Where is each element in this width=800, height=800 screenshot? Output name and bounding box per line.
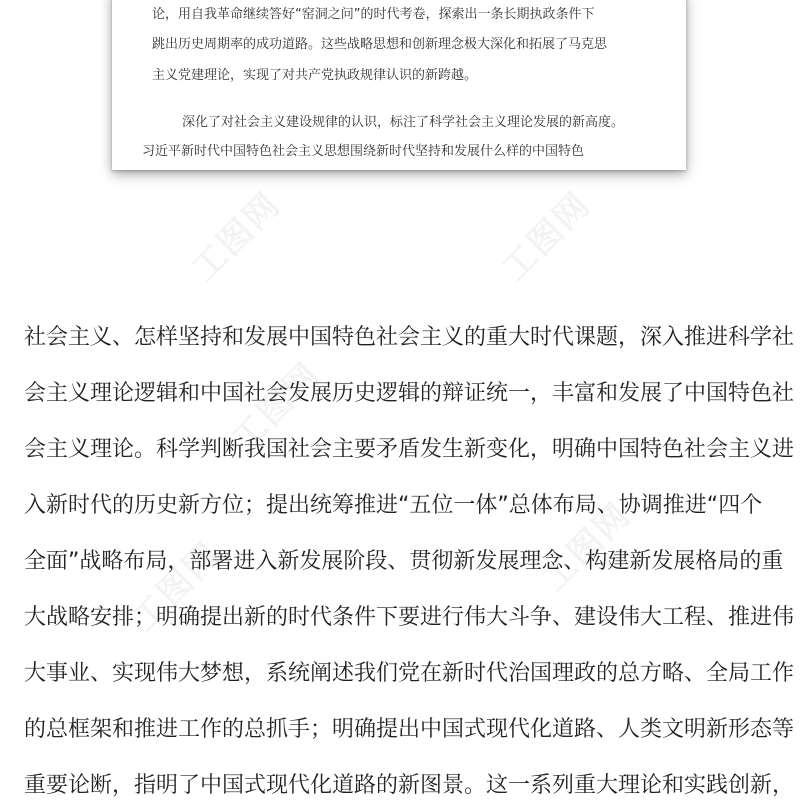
watermark: 工图网: [534, 494, 639, 600]
body-paragraph: [24, 324, 795, 800]
body-text-line: 重要论断，指明了中国式现代化道路的新图景。这一系列重大理论和实践创新，: [24, 773, 795, 798]
watermark: 工图网: [184, 184, 289, 290]
card-text-line: 主义党建理论，实现了对共产党执政规律认识的新跨越。: [152, 68, 478, 83]
body-text-line: 会主义理论逻辑和中国社会发展历史逻辑的辩证统一，丰富和发展了中国特色社: [24, 381, 795, 406]
card-text-line: 论，用自我革命继续答好“窑洞之问”的时代考卷，探索出一条长期执政条件下: [152, 7, 595, 22]
body-text-line: 会主义理论。科学判断我国社会主要矛盾发生新变化，明确中国特色社会主义进: [24, 437, 795, 462]
body-text-line: 大事业、实现伟大梦想，系统阐述我们党在新时代治国理政的总方略、全局工作: [24, 661, 795, 686]
watermark: 工图网: [124, 534, 229, 640]
body-text-line: 的总框架和推进工作的总抓手；明确提出中国式现代化道路、人类文明新形态等: [24, 717, 795, 742]
watermark: 工图网: [494, 184, 599, 290]
card-text-line: 深化了对社会主义建设规律的认识，标注了科学社会主义理论发展的新高度。: [182, 115, 625, 130]
card-text-line: 习近平新时代中国特色社会主义思想围绕新时代坚持和发展什么样的中国特色: [142, 144, 585, 159]
card-text-line: 跳出历史周期率的成功道路。这些战略思想和创新理念极大深化和拓展了马克思: [152, 37, 608, 52]
body-text-line: 全面”战略布局，部署进入新发展阶段、贯彻新发展理念、构建新发展格局的重: [24, 549, 784, 574]
body-text-line: 社会主义、怎样坚持和发展中国特色社会主义的重大时代课题，深入推进科学社: [24, 325, 795, 350]
body-text-line: 大战略安排；明确提出新的时代条件下要进行伟大斗争、建设伟大工程、推进伟: [24, 605, 795, 630]
watermark: 工图网: [224, 354, 329, 460]
document-page-card: [112, 0, 686, 170]
body-text-line: 入新时代的历史新方位；提出统筹推进“五位一体”总体布局、协调推进“四个: [24, 493, 763, 518]
